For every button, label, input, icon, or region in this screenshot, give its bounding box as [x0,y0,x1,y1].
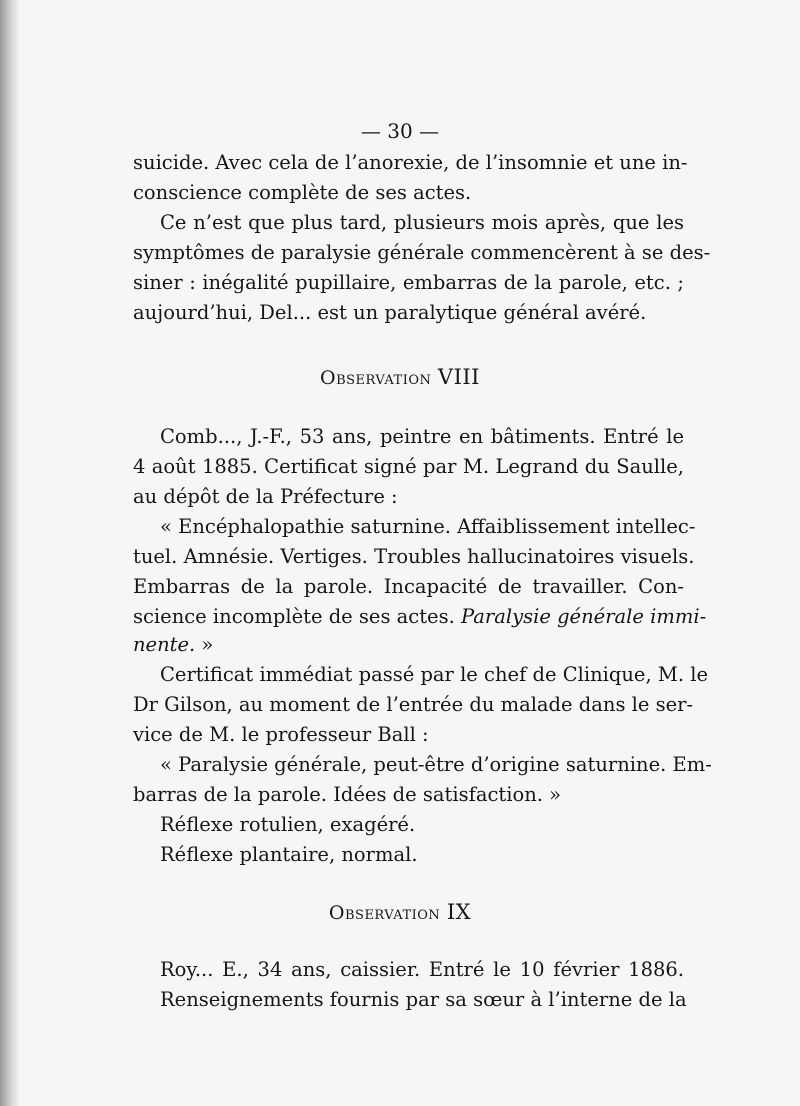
heading-word: Observation [320,367,432,389]
heading-word: Observation [328,902,441,924]
text-fragment: » [195,633,214,656]
text-line: Embarras de la parole. Incapacité de travailler. Con- [133,575,684,598]
text-line [133,630,684,660]
text-fragment: science incomplète de ses actes. [133,605,455,628]
text-line: tuel. Amnésie. Vertiges. Troubles hallucinatoires visuels. [133,545,695,568]
text-line: « Paralysie générale, peut-être d’origine saturnine. Em- [160,753,712,776]
text-line: aujourd’hui, Del... est un paralytique général avéré. [133,301,647,324]
text-line: Réflexe plantaire, normal. [160,843,418,866]
observation-heading [0,362,800,392]
text-line: conscience complète de ses actes. [133,181,472,204]
text-line: au dépôt de la Préfecture : [133,485,398,508]
text-line: symptômes de paralysie générale commencèrent à se des- [133,241,711,264]
text-line: vice de M. le professeur Ball : [133,723,429,746]
observation-heading [0,897,800,927]
text-line: Renseignements fournis par sa sœur à l’interne de la [160,988,687,1011]
text-line: Ce n’est que plus tard, plusieurs mois après, que les [160,211,684,234]
text-line: barras de la parole. Idées de satisfaction. » [133,783,562,806]
text-line: Comb..., J.-F., 53 ans, peintre en bâtiments. Entré le [160,425,684,448]
text-line: Certificat immédiat passé par le chef de Clinique, M. le [160,663,709,686]
page-binding-shadow [0,0,20,1106]
heading-numeral: VIII [437,365,480,389]
text-line: Dr Gilson, au moment de l’entrée du malade dans le ser- [133,693,694,716]
page-number: — 30 — [360,119,440,143]
text-line: Réflexe rotulien, exagéré. [160,813,416,836]
text-line [133,602,707,632]
text-line: « Encéphalopathie saturnine. Affaiblissement intellec- [160,515,696,538]
italic-fragment: Paralysie générale immi- [461,605,707,628]
text-line: siner : inégalité pupillaire, embarras de la parole, etc. ; [133,271,684,294]
text-line: Roy... E., 34 ans, caissier. Entré le 10 février 1886. [160,958,684,981]
heading-numeral: IX [446,900,472,924]
italic-fragment: nente. [133,633,196,656]
text-line: suicide. Avec cela de l’anorexie, de l’insomnie et une in- [133,151,688,174]
text-line: 4 août 1885. Certificat signé par M. Legrand du Saulle, [133,455,684,478]
